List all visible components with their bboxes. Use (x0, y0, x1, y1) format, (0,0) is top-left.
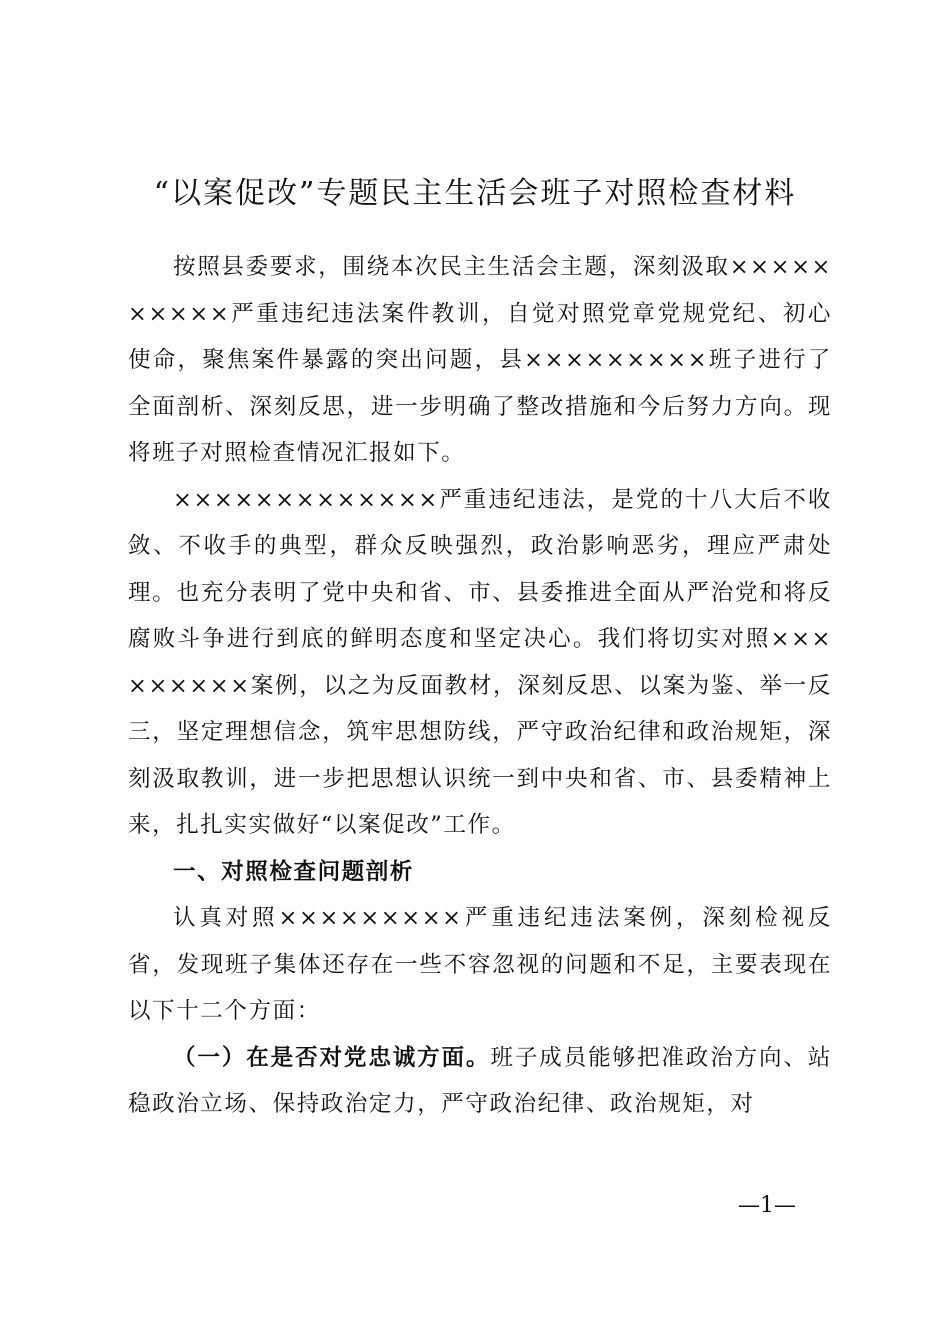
section-heading-problem-analysis: 一、对照检查问题剖析 (173, 858, 415, 885)
document-title: “以案促改”专题民主生活会班子对照检查材料 (153, 176, 797, 211)
paragraph-intro: 按照县委要求，围绕本次民主生活会主题，深刻汲取××××××××××严重违纪违法案件教训，自觉对照党章党规党纪、初心使命，聚焦案件暴露的突出问题，县×××××××××班子进行了全面剖析、深刻反思，进一步明确了整改措施和今后努力方向。现将班子对照检查情况汇报如下。 (128, 254, 832, 466)
page-number: —1— (738, 1193, 796, 1218)
paragraph-problem-overview: 认真对照×××××××××严重违纪违法案例，深刻检视反省，发现班子集体还存在一些不容忽视的问题和不足，主要表现在以下十二个方面： (128, 905, 832, 1024)
paragraph-loyalty (128, 1035, 832, 1128)
paragraph-case-summary: ×××××××××××××严重违纪违法，是党的十八大后不收敛、不收手的典型，群众反映强烈，政治影响恶劣，理应严肃处理。也充分表明了党中央和省、市、县委推进全面从严治党和将反腐败斗争进行到底的鲜明态度和坚定决心。我们将切实对照×××××××××案例，以之为反面教材，深刻反思、以案为鉴、举一反三，坚定理想信念，筑牢思想防线，严守政治纪律和政治规矩，深刻汲取教训，进一步把思想认识统一到中央和省、市、县委精神上来，扎扎实实做好“以案促改”工作。 (128, 486, 832, 838)
document-body (128, 244, 832, 1128)
subheading-loyalty: （一）在是否对党忠诚方面。 (173, 1044, 491, 1071)
paragraph-loyalty-text: 班子成员能够把准政治方向、站稳政治立场、保持政治定力，严守政治纪律、政治规矩，对 (128, 1044, 832, 1117)
